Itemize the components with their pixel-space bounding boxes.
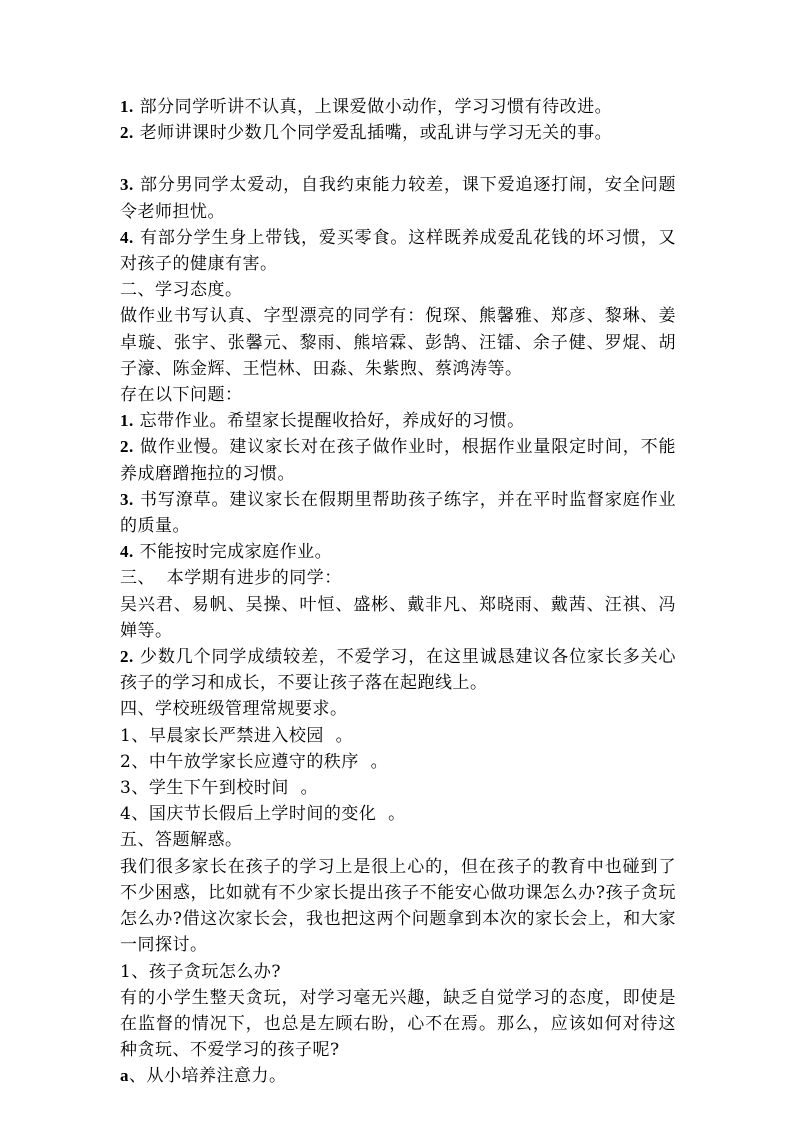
section-heading: 三、 本学期有进步的同学：: [120, 568, 342, 589]
list-item: 3、学生下午到校时间 。: [120, 778, 319, 799]
paragraph: [120, 225, 676, 277]
section-heading: 二、学习态度。: [120, 280, 243, 301]
paragraph: 做作业书写认真、字型漂亮的同学有：倪琛、熊馨雅、郑彦、黎琳、姜卓璇、张宇、张馨元、黎雨、熊培霖、彭鹄、汪镭、余子健、罗焜、胡子濠、陈金辉、王恺林、田淼、朱紫煦、蔡鸿涛等。: [120, 306, 676, 379]
section-heading: 五、答题解惑。: [120, 830, 243, 851]
item-number: 4.: [120, 542, 134, 562]
paragraph-text: 部分男同学太爱动，自我约束能力较差，课下爱追逐打闹，安全问题令老师担忧。: [120, 175, 677, 222]
paragraph-text: 不能按时完成家庭作业。: [139, 542, 333, 563]
list-item: 1、早晨家长严禁进入校园 。: [120, 725, 354, 746]
paragraph-text: 忘带作业。希望家长提醒收拾好，养成好的习惯。: [139, 411, 525, 432]
paragraph: 有的小学生整天贪玩，对学习毫无兴趣，缺乏自觉学习的态度，即使是在监督的情况下，也总是左顾右盼，心不在焉。那么，应该如何对待这种贪玩、不爱学习的孩子呢?: [120, 987, 676, 1061]
item-number: 3.: [120, 489, 134, 509]
document-body: [120, 94, 676, 1090]
paragraph: [120, 539, 676, 565]
subheading: 1、孩子贪玩怎么办?: [120, 961, 281, 982]
item-number: 2.: [120, 123, 134, 143]
item-number: 1.: [120, 411, 134, 431]
item-number: 2.: [120, 647, 134, 667]
paragraph-text: 、从小培养注意力。: [129, 1066, 287, 1087]
item-letter: a: [120, 1066, 129, 1086]
item-number: 1.: [120, 97, 134, 116]
paragraph: [120, 94, 676, 120]
paragraph-text: 部分同学听讲不认真，上课爱做小动作，学习习惯有待改进。: [139, 97, 613, 117]
item-number: 4.: [120, 227, 134, 247]
list-item: 4、国庆节长假后上学时间的变化 。: [120, 804, 406, 825]
paragraph: [120, 408, 676, 434]
paragraph-text: 有部分学生身上带钱，爱买零食。这样既养成爱乱花钱的坏习惯，又对孩子的健康有害。: [120, 227, 677, 275]
blank-line: [120, 146, 676, 172]
paragraph: [120, 644, 676, 696]
paragraph: [120, 120, 676, 146]
paragraph: [120, 487, 676, 539]
paragraph-text: 做作业慢。建议家长对在孩子做作业时，根据作业量限定时间，不能养成磨蹭拖拉的习惯。: [120, 437, 677, 484]
paragraph: 我们很多家长在孩子的学习上是很上心的，但在孩子的教育中也碰到了不少困惑，比如就有不少家长提出孩子不能安心做功课怎么办?孩子贪玩怎么办?借这次家长会，我也把这两个问题拿到本次的家长会上，和大家一同探讨。: [120, 856, 676, 956]
item-number: 3.: [120, 175, 134, 195]
paragraph-text: 少数几个同学成绩较差，不爱学习，在这里诚恳建议各位家长多关心孩子的学习和成长，不要让孩子落在起跑线上。: [120, 647, 677, 694]
paragraph: [120, 434, 676, 486]
paragraph: 存在以下问题：: [120, 385, 243, 406]
section-heading: 四、学校班级管理常规要求。: [120, 699, 348, 720]
paragraph-text: 老师讲课时少数几个同学爱乱插嘴，或乱讲与学习无关的事。: [139, 123, 613, 144]
item-number: 2.: [120, 437, 134, 457]
paragraph: [120, 1063, 676, 1089]
paragraph: [120, 172, 676, 224]
list-item: 2、中午放学家长应遵守的秩序 。: [120, 751, 389, 772]
paragraph: 吴兴君、易帆、吴操、叶恒、盛彬、戴非凡、郑晓雨、戴茜、汪祺、冯婵等。: [120, 594, 676, 641]
paragraph-text: 书写潦草。建议家长在假期里帮助孩子练字，并在平时监督家庭作业的质量。: [120, 489, 677, 537]
